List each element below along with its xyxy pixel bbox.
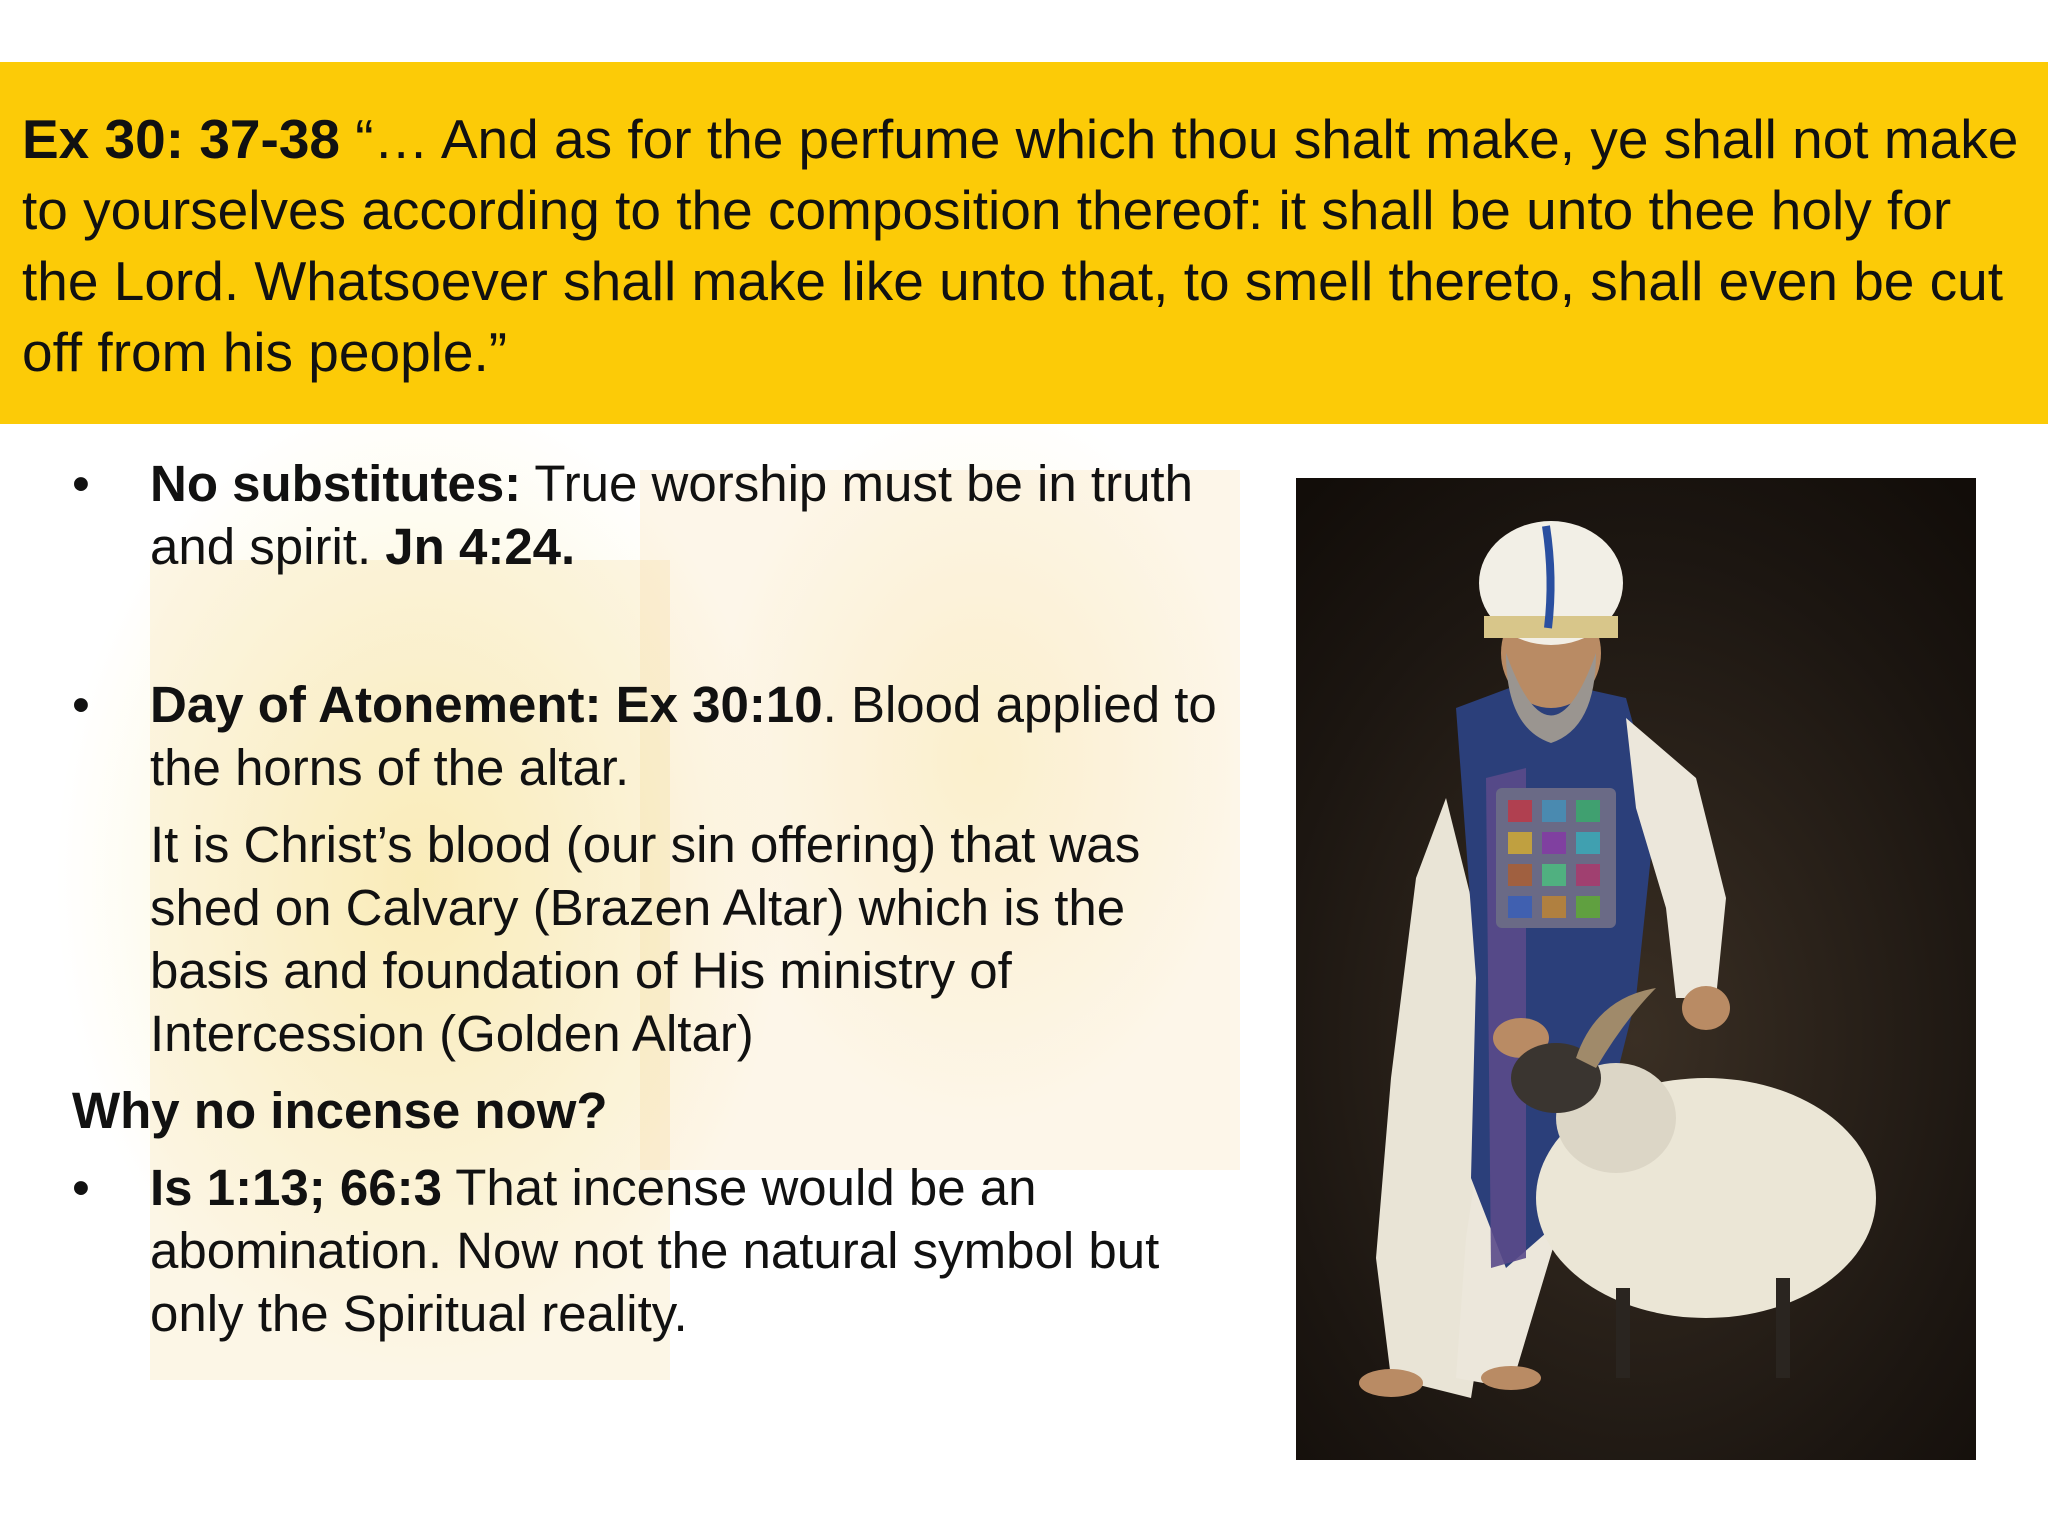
- right-foot-shape: [1481, 1366, 1541, 1390]
- bullet-label: Is 1:13; 66:3: [150, 1159, 443, 1216]
- verse-text: [22, 104, 2037, 388]
- photo-high-priest-goat: [1296, 478, 1976, 1460]
- bullet-text: True worship must be in truth and spirit.: [150, 455, 1193, 575]
- bullet-day-of-atonement: [72, 673, 1222, 799]
- high-priest-illustration: [1296, 478, 1976, 1460]
- goat-leg-back: [1776, 1278, 1790, 1378]
- atonement-explanation: It is Christ’s blood (our sin offering) that was shed on Calvary (Brazen Altar) which is the basis and foundation of His ministry of Intercession (Golden Altar): [150, 816, 1141, 1062]
- bullet-marker: •: [72, 455, 90, 512]
- bullet-text: . Blood applied to the horns of the altar.: [150, 676, 1217, 796]
- verse-reference: Ex 30: 37-38: [22, 108, 340, 170]
- verse-quote: “… And as for the perfume which thou shalt make, ye shall not make to yourselves according to the composition thereof: it shall be unto thee holy for the Lord. Whatsoever shall make like unto that, to smell thereto, shall even be cut off from his people.”: [22, 108, 2019, 383]
- bullet-marker: •: [72, 676, 90, 733]
- bullet-reference: Jn 4:24.: [385, 518, 576, 575]
- right-hand-shape: [1682, 986, 1730, 1030]
- goat-leg-front: [1616, 1288, 1630, 1378]
- bullet-list: [72, 452, 1222, 1345]
- bullet-label: Day of Atonement: Ex 30:10: [150, 676, 823, 733]
- bullet-no-substitutes: [72, 452, 1222, 578]
- left-foot-shape: [1359, 1369, 1423, 1397]
- bullet-text: That incense would be an abomination. Now not the natural symbol but only the Spiritual reality.: [150, 1159, 1160, 1342]
- bullet-marker: •: [72, 1159, 90, 1216]
- section-heading: Why no incense now?: [72, 1082, 608, 1139]
- turban-blue-stripe: [1546, 526, 1551, 628]
- bullet-isaiah: [72, 1156, 1222, 1345]
- bullet-label: No substitutes:: [150, 455, 522, 512]
